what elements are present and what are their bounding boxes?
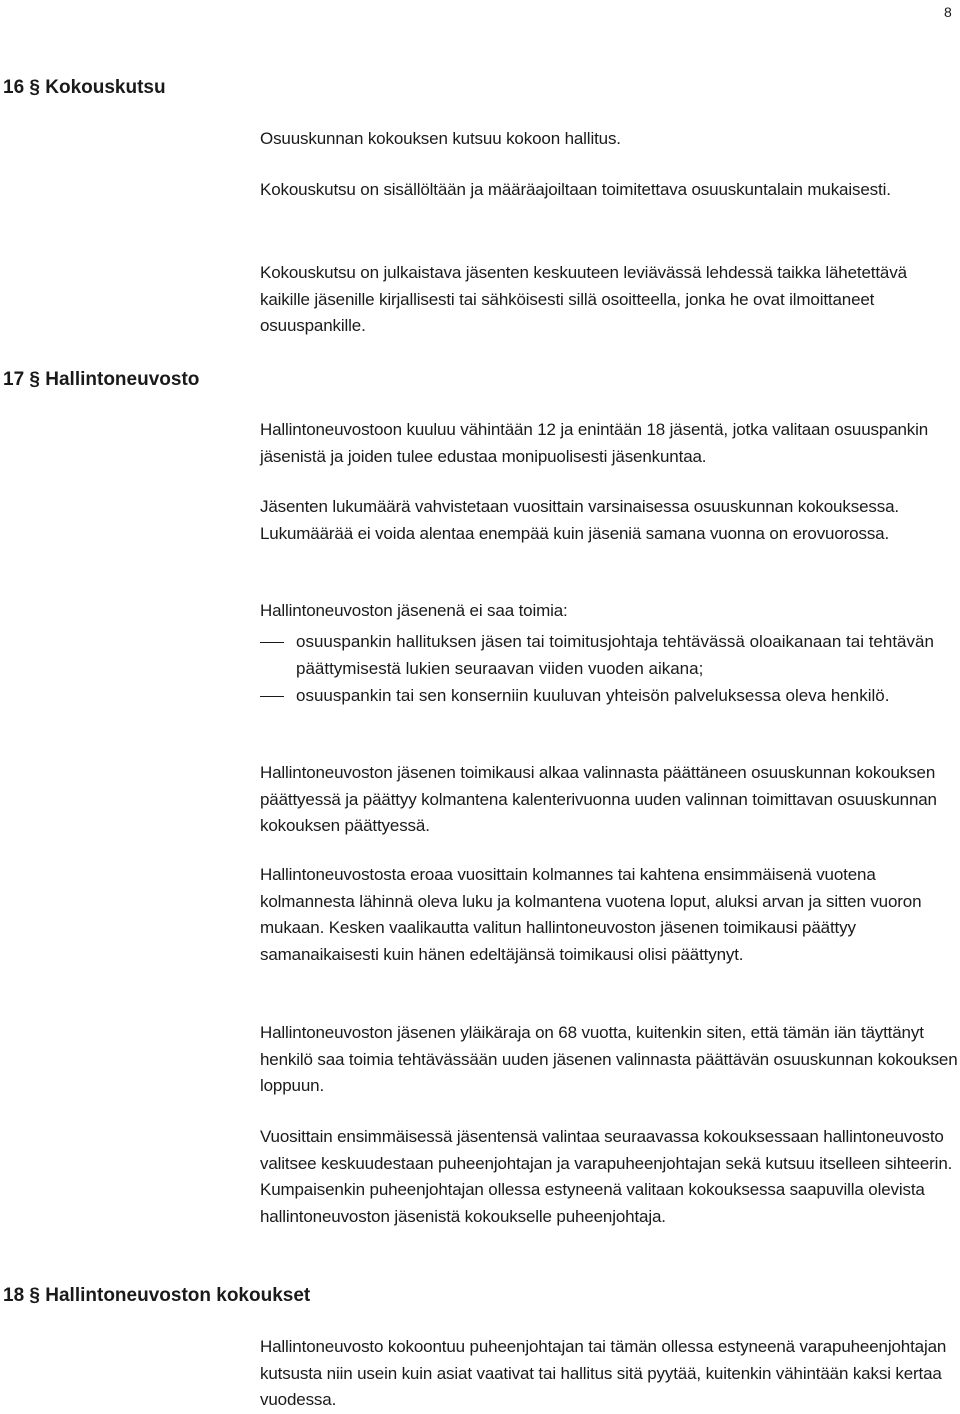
section-heading-16: 16 § Kokouskutsu [3,77,166,98]
paragraph: Hallintoneuvostosta eroaa vuosittain kolmannes tai kahtena ensimmäisenä vuotena kolmannesta lähinnä oleva luku ja kolmantena vuotena loput, aluksi arvan ja sitten vuoron mukaan. Kesken vaalikautta valitun hallintoneuvoston jäsenen toimikausi päättyy samanaikaisesti kuin hänen edeltäjänsä toimikausi olisi päättynyt. [260,865,922,964]
paragraph: Hallintoneuvoston jäsenen toimikausi alkaa valinnasta päättäneen osuuskunnan kokouksen päättyessä ja päättyy kolmantena kalenterivuonna uuden valinnan toimittavan osuuskunnan kokouksen päättyessä. [260,763,937,835]
paragraph: Kokouskutsu on julkaistava jäsenten keskuuteen leviävässä lehdessä taikka lähetettävä kaikille jäsenille kirjallisesti tai sähköisesti sillä osoitteella, jonka he ovat ilmoittaneet osuuspankille. [260,263,907,335]
paragraph: Kokouskutsu on sisällöltään ja määräajoiltaan toimitettava osuuskuntalain mukaisesti. [260,180,891,199]
paragraph: Osuuskunnan kokouksen kutsuu kokoon hallitus. [260,129,621,148]
section-heading-17: 17 § Hallintoneuvosto [3,369,200,390]
dash-bullet-icon [260,696,284,697]
paragraph: Hallintoneuvostoon kuuluu vähintään 12 ja enintään 18 jäsentä, jotka valitaan osuuspankin jäsenistä ja joiden tulee edustaa monipuolisesti jäsenkuntaa. [260,420,929,466]
section-heading-18: 18 § Hallintoneuvoston kokoukset [3,1285,311,1306]
list-item [260,629,958,682]
dash-bullet-icon [260,642,284,643]
list-item-text: osuuspankin tai sen konserniin kuuluvan yhteisön palveluksessa oleva henkilö. [296,686,890,705]
paragraph: Jäsenten lukumäärä vahvistetaan vuosittain varsinaisessa osuuskunnan kokouksessa. Lukumäärää ei voida alentaa enempää kuin jäseniä samana vuonna on erovuorossa. [260,497,899,543]
paragraph: Hallintoneuvoston jäsenenä ei saa toimia: [260,601,568,620]
paragraph: Vuosittain ensimmäisessä jäsentensä valintaa seuraavassa kokouksessaan hallintoneuvosto valitsee keskuudestaan puheenjohtajan ja varapuheenjohtajan sekä kutsuu itselleen sihteerin. Kumpaisenkin puheenjohtajan ollessa estyneenä valitaan kokouksessa saapuvilla olevista hallintoneuvoston jäsenistä kokoukselle puheenjohtaja. [260,1127,953,1226]
paragraph: Hallintoneuvoston jäsenen yläikäraja on 68 vuotta, kuitenkin siten, että tämän iän täyttänyt henkilö saa toimia tehtävässään uuden jäsenen valinnasta päättävän osuuskunnan kokouksen loppuun. [260,1023,958,1095]
list-item [260,683,958,710]
list-item-text: osuuspankin hallituksen jäsen tai toimitusjohtaja tehtävässä oloaikanaan tai tehtävän päättymisestä lukien seuraavan viiden vuoden aikana; [296,632,934,678]
paragraph: Hallintoneuvosto kokoontuu puheenjohtajan tai tämän ollessa estyneenä varapuheenjohtajan kutsusta niin usein kuin asiat vaativat tai hallitus sitä pyytää, kuitenkin vähintään kaksi kertaa vuodessa. [260,1337,947,1409]
page-number: 8 [944,4,952,20]
